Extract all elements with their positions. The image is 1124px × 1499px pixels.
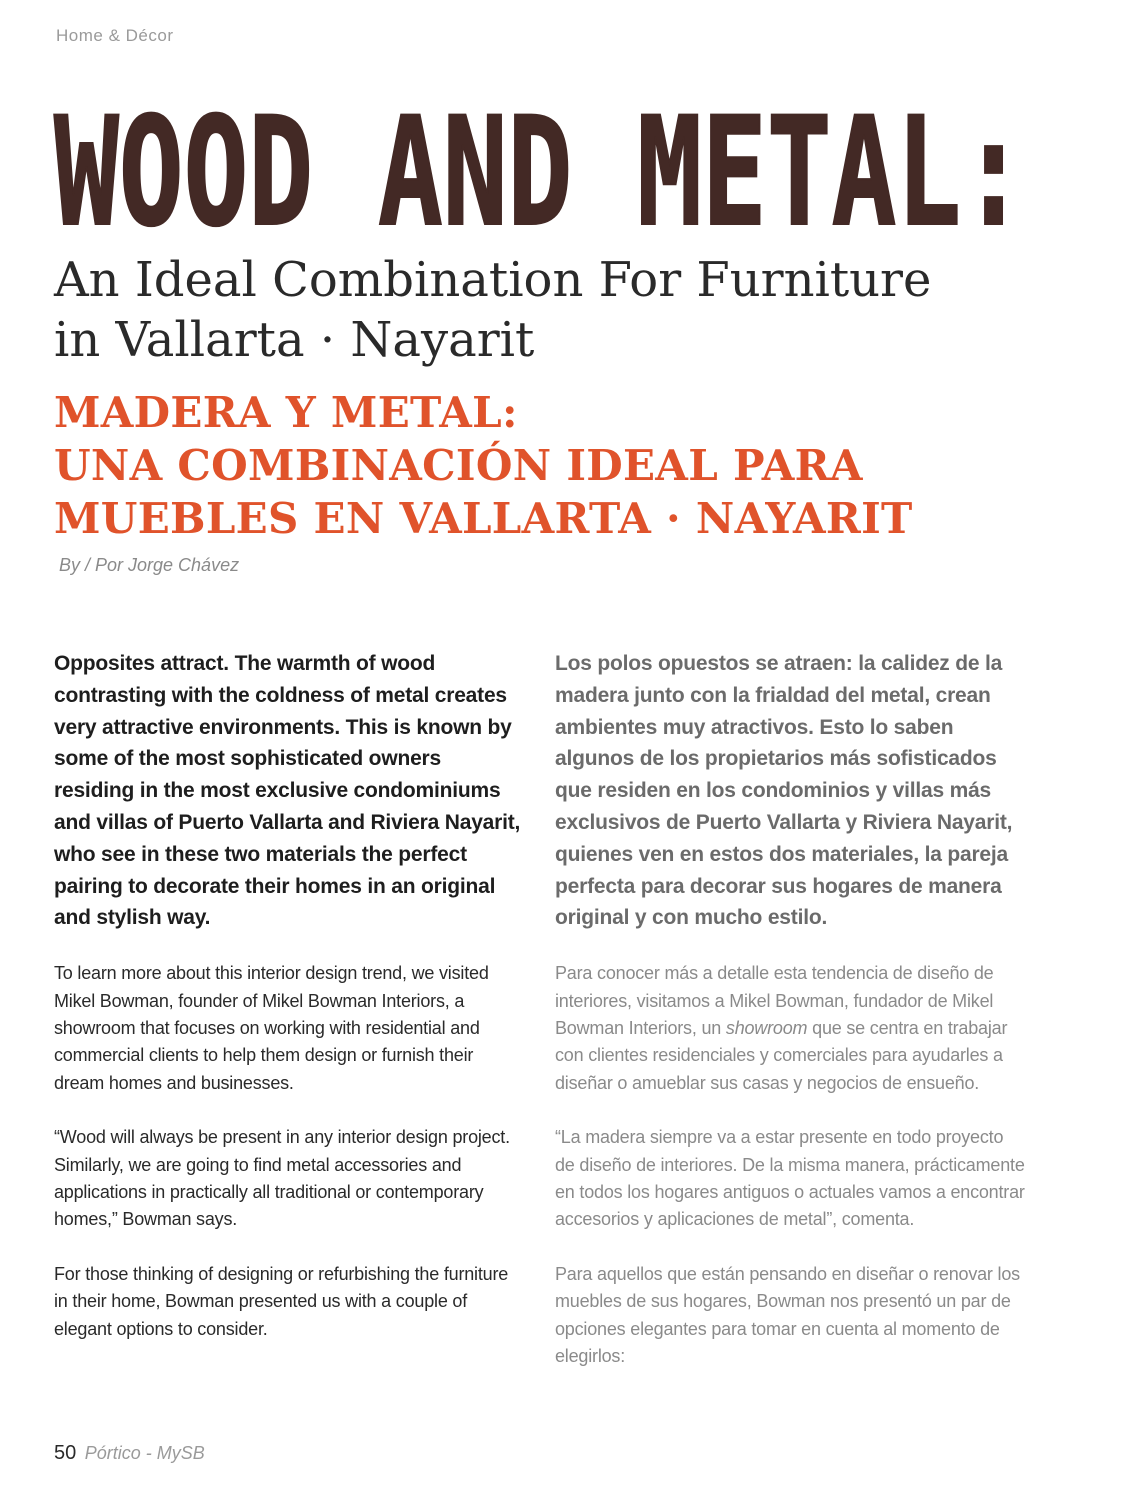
english-paragraph-2: “Wood will always be present in any interior design project. Similarly, we are going to find metal accessories and applications in practically all traditional or contemporary homes,” Bowman says.: [54, 1127, 510, 1230]
headline-title-text: WOOD AND METAL:: [54, 92, 1026, 242]
showroom-term: showroom: [725, 1017, 808, 1038]
page-footer: [54, 1442, 205, 1465]
spanish-paragraph-2: “La madera siempre va a estar presente en todo proyecto de diseño de interiores. De la misma manera, prácticamente en todos los hogares antiguos o actuales vamos a encontrar accesorios y aplicaciones de metal”, comenta.: [555, 1127, 1025, 1230]
headline-title-graphic: [50, 92, 1050, 242]
spanish-column: [555, 648, 1025, 1397]
subtitle-english: [54, 250, 1074, 370]
headline-title: [50, 92, 1050, 242]
subtitle-spanish: [54, 386, 1074, 545]
subtitle-spanish-line-3: MUEBLES EN VALLARTA · NAYARIT: [54, 494, 913, 543]
english-paragraph-3: For those thinking of designing or refurbishing the furniture in their home, Bowman presented us with a couple of elegant options to consider.: [54, 1263, 509, 1339]
spanish-paragraph-1: [555, 960, 1025, 1097]
byline: By / Por Jorge Chávez: [59, 555, 240, 575]
subtitle-english-line-2: in Vallarta · Nayarit: [54, 312, 535, 368]
subtitle-spanish-line-1: MADERA Y METAL:: [54, 388, 518, 437]
english-lead-paragraph: Opposites attract. The warmth of wood contrasting with the coldness of metal creates very attractive environments. This is known by some of the most sophisticated owners residing in the most exclusive condominiums and villas of Puerto Vallarta and Riviera Nayarit, who see in these two materials the perfect pairing to decorate their homes in an original and stylish way.: [54, 652, 521, 930]
spanish-paragraph-1-end: que se centra en trabajar con clientes residenciales y comerciales para ayudarles a diseñar o amueblar sus casas y negocios de ensueño.: [555, 1017, 1008, 1093]
subtitle-english-line-1: An Ideal Combination For Furniture: [54, 252, 932, 308]
section-label: Home & Décor: [56, 26, 174, 45]
spanish-lead-paragraph: Los polos opuestos se atraen: la calidez de la madera junto con la frialdad del metal, crean ambientes muy atractivos. Esto lo saben algunos de los propietarios más sofisticados que residen en los condominios y villas más exclusivos de Puerto Vallarta y Riviera Nayarit, quienes ven en estos dos materiales, la pareja perfecta para decorar sus hogares de manera original y con mucho estilo.: [555, 652, 1013, 930]
subtitle-spanish-line-2: UNA COMBINACIÓN IDEAL PARA: [54, 441, 863, 490]
publication-name: Pórtico - MySB: [84, 1443, 205, 1463]
page-number: 50: [54, 1442, 77, 1464]
spanish-paragraph-3: Para aquellos que están pensando en diseñar o renovar los muebles de sus hogares, Bowman nos presentó un par de opciones elegantes para tomar en cuenta al momento de elegirlos:: [555, 1263, 1020, 1367]
english-paragraph-1: To learn more about this interior design trend, we visited Mikel Bowman, founder of Mikel Bowman Interiors, a showroom that focuses on working with residential and commercial clients to help them design or furnish their dream homes and businesses.: [54, 963, 489, 1093]
english-column: [54, 648, 524, 1370]
spanish-paragraph-1-start: Para conocer más a detalle esta tendencia de diseño de interiores, visitamos a Mikel Bowman, fundador de Mikel Bowman Interiors, un: [555, 963, 994, 1038]
